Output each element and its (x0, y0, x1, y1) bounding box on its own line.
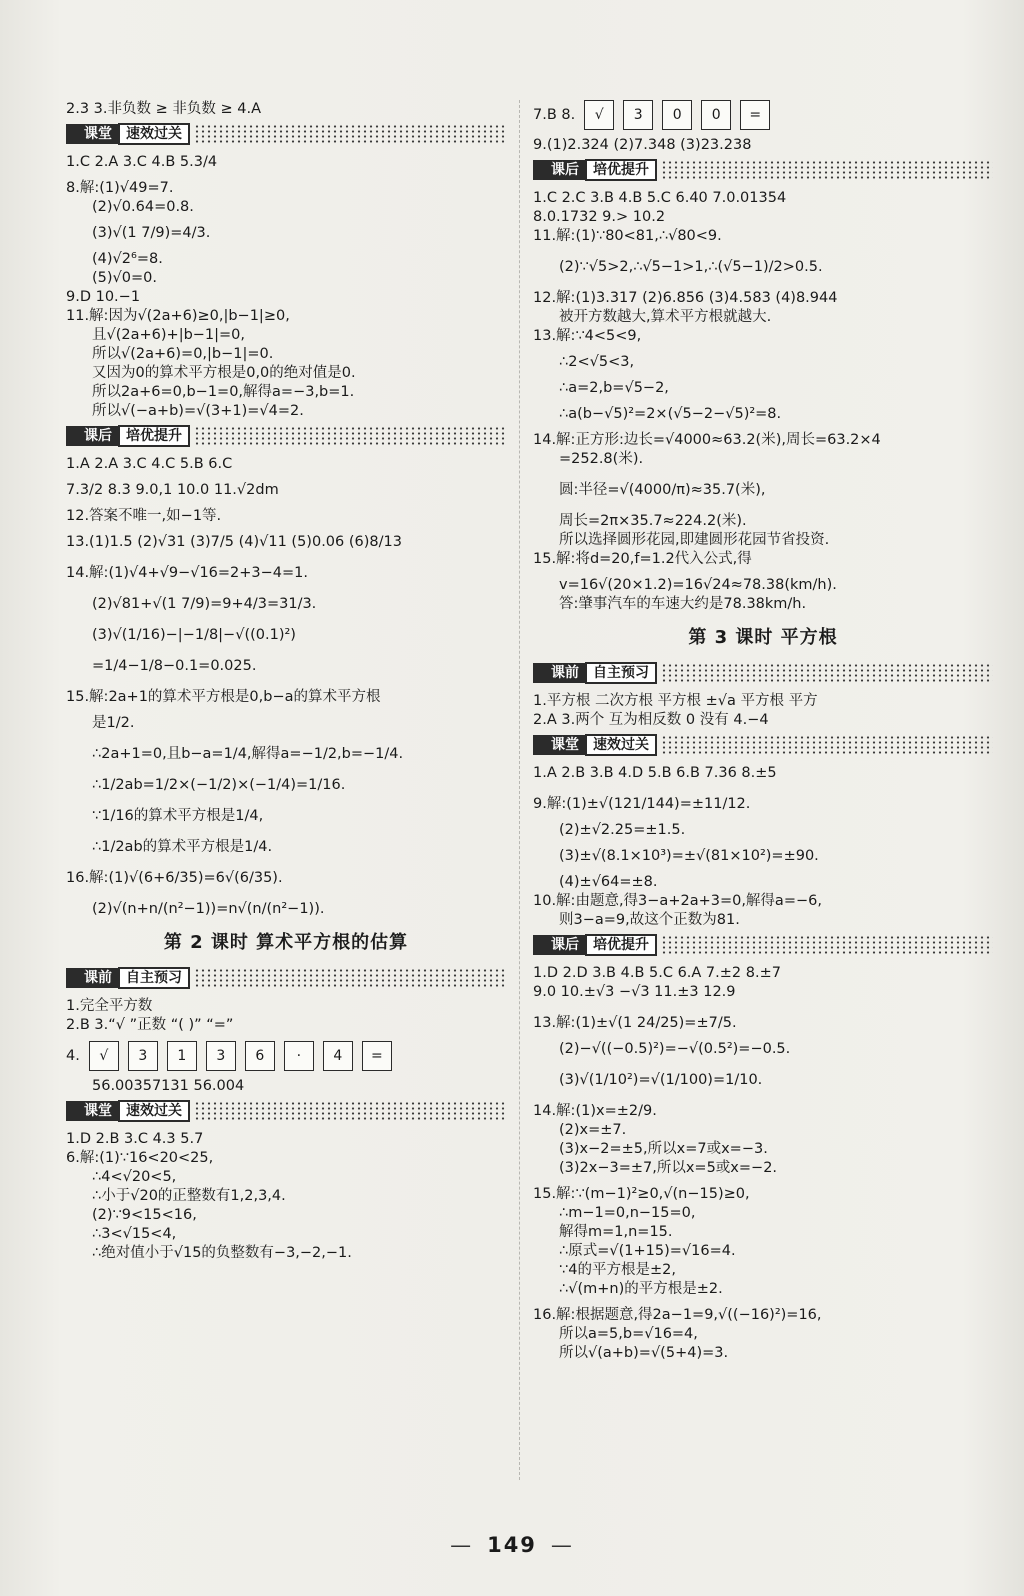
answer-line: (2)√81+√(1 7/9)=9+4/3=31/3. (92, 596, 317, 612)
header-dot-pattern (194, 1101, 506, 1121)
answer-line: ∵1/16的算术平方根是1/4, (92, 808, 264, 824)
key-box: 6 (245, 1041, 275, 1071)
header-dot-pattern (661, 663, 993, 683)
answer-line: (3)±√(8.1×10³)=±√(81×10²)=±90. (559, 848, 819, 864)
section-header-classroom (66, 123, 506, 145)
answer-line: 8.0.1732 9.> 10.2 (533, 209, 666, 225)
answer-line: 周长=2π×35.7≈224.2(米). (559, 513, 747, 529)
header-dot-pattern (661, 735, 993, 755)
answer-line: 且√(2a+6)+|b−1|=0, (92, 327, 246, 343)
answer-line: 被开方数越大,算术平方根就越大. (559, 309, 772, 325)
answer-line: (2)±√2.25=±1.5. (559, 822, 686, 838)
answer-line: ∴小于√20的正整数有1,2,3,4. (92, 1188, 286, 1204)
answer-line: 1.D 2.B 3.C 4.3 5.7 (66, 1131, 204, 1147)
calculator-key-sequence (66, 1041, 506, 1071)
answer-line: 15.解:∵(m−1)²≥0,√(n−15)≥0, (533, 1186, 750, 1202)
header-tab-label: 课后 (533, 160, 585, 180)
header-tab-subtitle: 速效过关 (118, 1100, 190, 1122)
answer-line: 9.D 10.−1 (66, 289, 141, 305)
answer-line: 1.C 2.A 3.C 4.B 5.3/4 (66, 154, 218, 170)
answer-line: (3)√(1/16)−|−1/8|−√((0.1)²) (92, 627, 296, 643)
answer-line: (4)√2⁶=8. (92, 251, 163, 267)
answer-line: (5)√0=0. (92, 270, 157, 286)
answer-line: 1.D 2.D 3.B 4.B 5.C 6.A 7.±2 8.±7 (533, 965, 781, 981)
answer-block (533, 692, 993, 730)
answer-line: 所以√(2a+6)=0,|b−1|=0. (92, 346, 274, 362)
answer-block (533, 189, 993, 614)
header-tab-label: 课堂 (533, 735, 585, 755)
footer-dash: — (550, 1533, 574, 1557)
answer-line: v=16√(20×1.2)=16√24≈78.38(km/h). (559, 577, 837, 593)
key-box: 3 (623, 100, 653, 130)
answer-line: 2.B 3.“√ ”正数 “( )” “=” (66, 1017, 234, 1033)
page-number-footer (0, 1533, 1024, 1557)
header-tab-subtitle: 速效过关 (585, 734, 657, 756)
header-dot-pattern (194, 124, 506, 144)
answer-line: 14.解:(1)x=±2/9. (533, 1103, 657, 1119)
answer-line: 圆:半径=√(4000/π)≈35.7(米), (559, 482, 766, 498)
header-dot-pattern (661, 160, 993, 180)
answer-line: 13.解:∵4<5<9, (533, 328, 642, 344)
header-tab-label: 课堂 (66, 124, 118, 144)
answer-line: (4)±√64=±8. (559, 874, 658, 890)
header-tab-subtitle: 速效过关 (118, 123, 190, 145)
answer-block (66, 153, 506, 421)
answer-line: 2.3 3.非负数 ≥ 非负数 ≥ 4.A (66, 101, 261, 117)
answer-line: 11.解:(1)∵80<81,∴√80<9. (533, 228, 722, 244)
answer-line: ∴√(m+n)的平方根是±2. (559, 1281, 723, 1297)
key-box: = (362, 1041, 392, 1071)
header-tab-subtitle: 培优提升 (585, 934, 657, 956)
answer-line: ∴1/2ab=1/2×(−1/2)×(−1/4)=1/16. (92, 777, 346, 793)
answer-line: 13.(1)1.5 (2)√31 (3)7/5 (4)√11 (5)0.06 (6)8/13 (66, 534, 402, 550)
answer-line: 1.完全平方数 (66, 998, 153, 1014)
lesson-title: 第 3 课时 平方根 (688, 627, 838, 648)
answer-line: 所以2a+6=0,b−1=0,解得a=−3,b=1. (92, 384, 355, 400)
header-tab-subtitle: 培优提升 (585, 159, 657, 181)
section-header-classroom (533, 734, 993, 756)
answer-line: 56.00357131 56.004 (92, 1078, 245, 1094)
answer-line: 12.答案不唯一,如−1等. (66, 508, 222, 524)
answer-line: 9.0 10.±√3 −√3 11.±3 12.9 (533, 984, 736, 1000)
answer-line: 1.C 2.C 3.B 4.B 5.C 6.40 7.0.01354 (533, 190, 787, 206)
answer-line: ∵4的平方根是±2, (559, 1262, 676, 1278)
answer-line: 10.解:由题意,得3−a+2a+3=0,解得a=−6, (533, 893, 822, 909)
answer-line: ∴m−1=0,n−15=0, (559, 1205, 696, 1221)
key-box: 1 (167, 1041, 197, 1071)
answer-line: 所以a=5,b=√16=4, (559, 1326, 698, 1342)
section-header-preview (66, 967, 506, 989)
answer-line: 所以√(−a+b)=√(3+1)=√4=2. (92, 403, 304, 419)
answer-line: 解得m=1,n=15. (559, 1224, 673, 1240)
answer-line: 9.(1)2.324 (2)7.348 (3)23.238 (533, 137, 752, 153)
section-header-classroom (66, 1100, 506, 1122)
answer-block (533, 964, 993, 1363)
key-box: √ (89, 1041, 119, 1071)
answer-line: (3)x−2=±5,所以x=7或x=−3. (559, 1141, 768, 1157)
answer-line: 8.解:(1)√49=7. (66, 180, 174, 196)
page-number: 149 (487, 1533, 537, 1557)
answer-line: (2)√0.64=0.8. (92, 199, 194, 215)
answer-line: 则3−a=9,故这个正数为81. (559, 912, 740, 928)
answer-line: 1.平方根 二次方根 平方根 ±√a 平方根 平方 (533, 693, 818, 709)
lesson-title: 第 2 课时 算术平方根的估算 (163, 932, 409, 953)
answer-line: ∴2<√5<3, (559, 354, 635, 370)
answer-line: =252.8(米). (559, 451, 644, 467)
answer-line: ∴a(b−√5)²=2×(√5−2−√5)²=8. (559, 406, 782, 422)
key-box: 3 (206, 1041, 236, 1071)
answer-line: 7.3/2 8.3 9.0,1 10.0 11.√2dm (66, 482, 279, 498)
calculator-key-sequence (533, 100, 993, 130)
answer-line: (3)√(1/10²)=√(1/100)=1/10. (559, 1072, 763, 1088)
section-header-preview (533, 662, 993, 684)
header-tab-label: 课后 (533, 935, 585, 955)
answer-line: 15.解:2a+1的算术平方根是0,b−a的算术平方根 (66, 689, 381, 705)
header-tab-subtitle: 自主预习 (585, 662, 657, 684)
answer-line: (2)x=±7. (559, 1122, 627, 1138)
section-header-after-class (533, 934, 993, 956)
answer-line: 6.解:(1)∵16<20<25, (66, 1150, 214, 1166)
header-dot-pattern (194, 426, 506, 446)
answer-line: 2.A 3.两个 互为相反数 0 没有 4.−4 (533, 712, 769, 728)
answer-line: (2)∵9<15<16, (92, 1207, 197, 1223)
answer-line: (2)−√((−0.5)²)=−√(0.5²)=−0.5. (559, 1041, 791, 1057)
column-divider (519, 100, 520, 1480)
header-tab-subtitle: 培优提升 (118, 425, 190, 447)
header-tab-label: 课前 (66, 968, 118, 988)
answer-line: (2)∵√5>2,∴√5−1>1,∴(√5−1)/2>0.5. (559, 259, 823, 275)
answer-line: (3)√(1 7/9)=4/3. (92, 225, 211, 241)
answer-line: (3)2x−3=±7,所以x=5或x=−2. (559, 1160, 778, 1176)
answer-line: ∴原式=√(1+15)=√16=4. (559, 1243, 736, 1259)
header-tab-subtitle: 自主预习 (118, 967, 190, 989)
key-box: = (740, 100, 770, 130)
answer-line: 7.B 8. (533, 106, 576, 123)
header-dot-pattern (661, 935, 993, 955)
header-dot-pattern (194, 968, 506, 988)
key-box: 0 (662, 100, 692, 130)
answer-line: 14.解:(1)√4+√9−√16=2+3−4=1. (66, 565, 309, 581)
right-column (533, 100, 993, 1363)
answer-line: 答:肇事汽车的车速大约是78.38km/h. (559, 596, 807, 612)
section-header-after-class (533, 159, 993, 181)
answer-line: 16.解:(1)√(6+6/35)=6√(6/35). (66, 870, 283, 886)
answer-block (66, 997, 506, 1096)
answer-line: ∴2a+1=0,且b−a=1/4,解得a=−1/2,b=−1/4. (92, 746, 404, 762)
answer-line: ∴a=2,b=√5−2, (559, 380, 669, 396)
answer-line: 15.解:将d=20,f=1.2代入公式,得 (533, 551, 752, 567)
answer-line: 12.解:(1)3.317 (2)6.856 (3)4.583 (4)8.944 (533, 290, 838, 306)
answer-line: ∴1/2ab的算术平方根是1/4. (92, 839, 273, 855)
answer-line: 4. (66, 1047, 80, 1064)
left-column (66, 100, 506, 1263)
section-header-after-class (66, 425, 506, 447)
answer-line: (2)√(n+n/(n²−1))=n√(n/(n²−1)). (92, 901, 325, 917)
key-box: √ (584, 100, 614, 130)
key-box: 3 (128, 1041, 158, 1071)
key-box: · (284, 1041, 314, 1071)
key-box: 0 (701, 100, 731, 130)
header-tab-label: 课后 (66, 426, 118, 446)
header-tab-label: 课堂 (66, 1101, 118, 1121)
answer-line: 1.A 2.B 3.B 4.D 5.B 6.B 7.36 8.±5 (533, 765, 777, 781)
answer-line: 16.解:根据题意,得2a−1=9,√((−16)²)=16, (533, 1307, 822, 1323)
answer-line: 所以选择圆形花园,即建圆形花园节省投资. (559, 532, 830, 548)
answer-line: 14.解:正方形:边长=√4000≈63.2(米),周长=63.2×4 (533, 432, 881, 448)
answer-line: ∴4<√20<5, (92, 1169, 177, 1185)
footer-dash: — (450, 1533, 474, 1557)
answer-block (66, 1130, 506, 1263)
answer-line: ∴绝对值小于√15的负整数有−3,−2,−1. (92, 1245, 352, 1261)
answer-line: 是1/2. (92, 715, 135, 731)
answer-line: 1.A 2.A 3.C 4.C 5.B 6.C (66, 456, 233, 472)
header-tab-label: 课前 (533, 663, 585, 683)
answer-block (533, 764, 993, 930)
key-box: 4 (323, 1041, 353, 1071)
answer-line: =1/4−1/8−0.1=0.025. (92, 658, 257, 674)
answer-line: ∴3<√15<4, (92, 1226, 177, 1242)
answer-line: 又因为0的算术平方根是0,0的绝对值是0. (92, 365, 356, 381)
answer-block (66, 455, 506, 919)
answer-line: 9.解:(1)±√(121/144)=±11/12. (533, 796, 751, 812)
answer-line: 所以√(a+b)=√(5+4)=3. (559, 1345, 729, 1361)
answer-line: 13.解:(1)±√(1 24/25)=±7/5. (533, 1015, 737, 1031)
answer-line: 11.解:因为√(2a+6)≥0,|b−1|≥0, (66, 308, 290, 324)
